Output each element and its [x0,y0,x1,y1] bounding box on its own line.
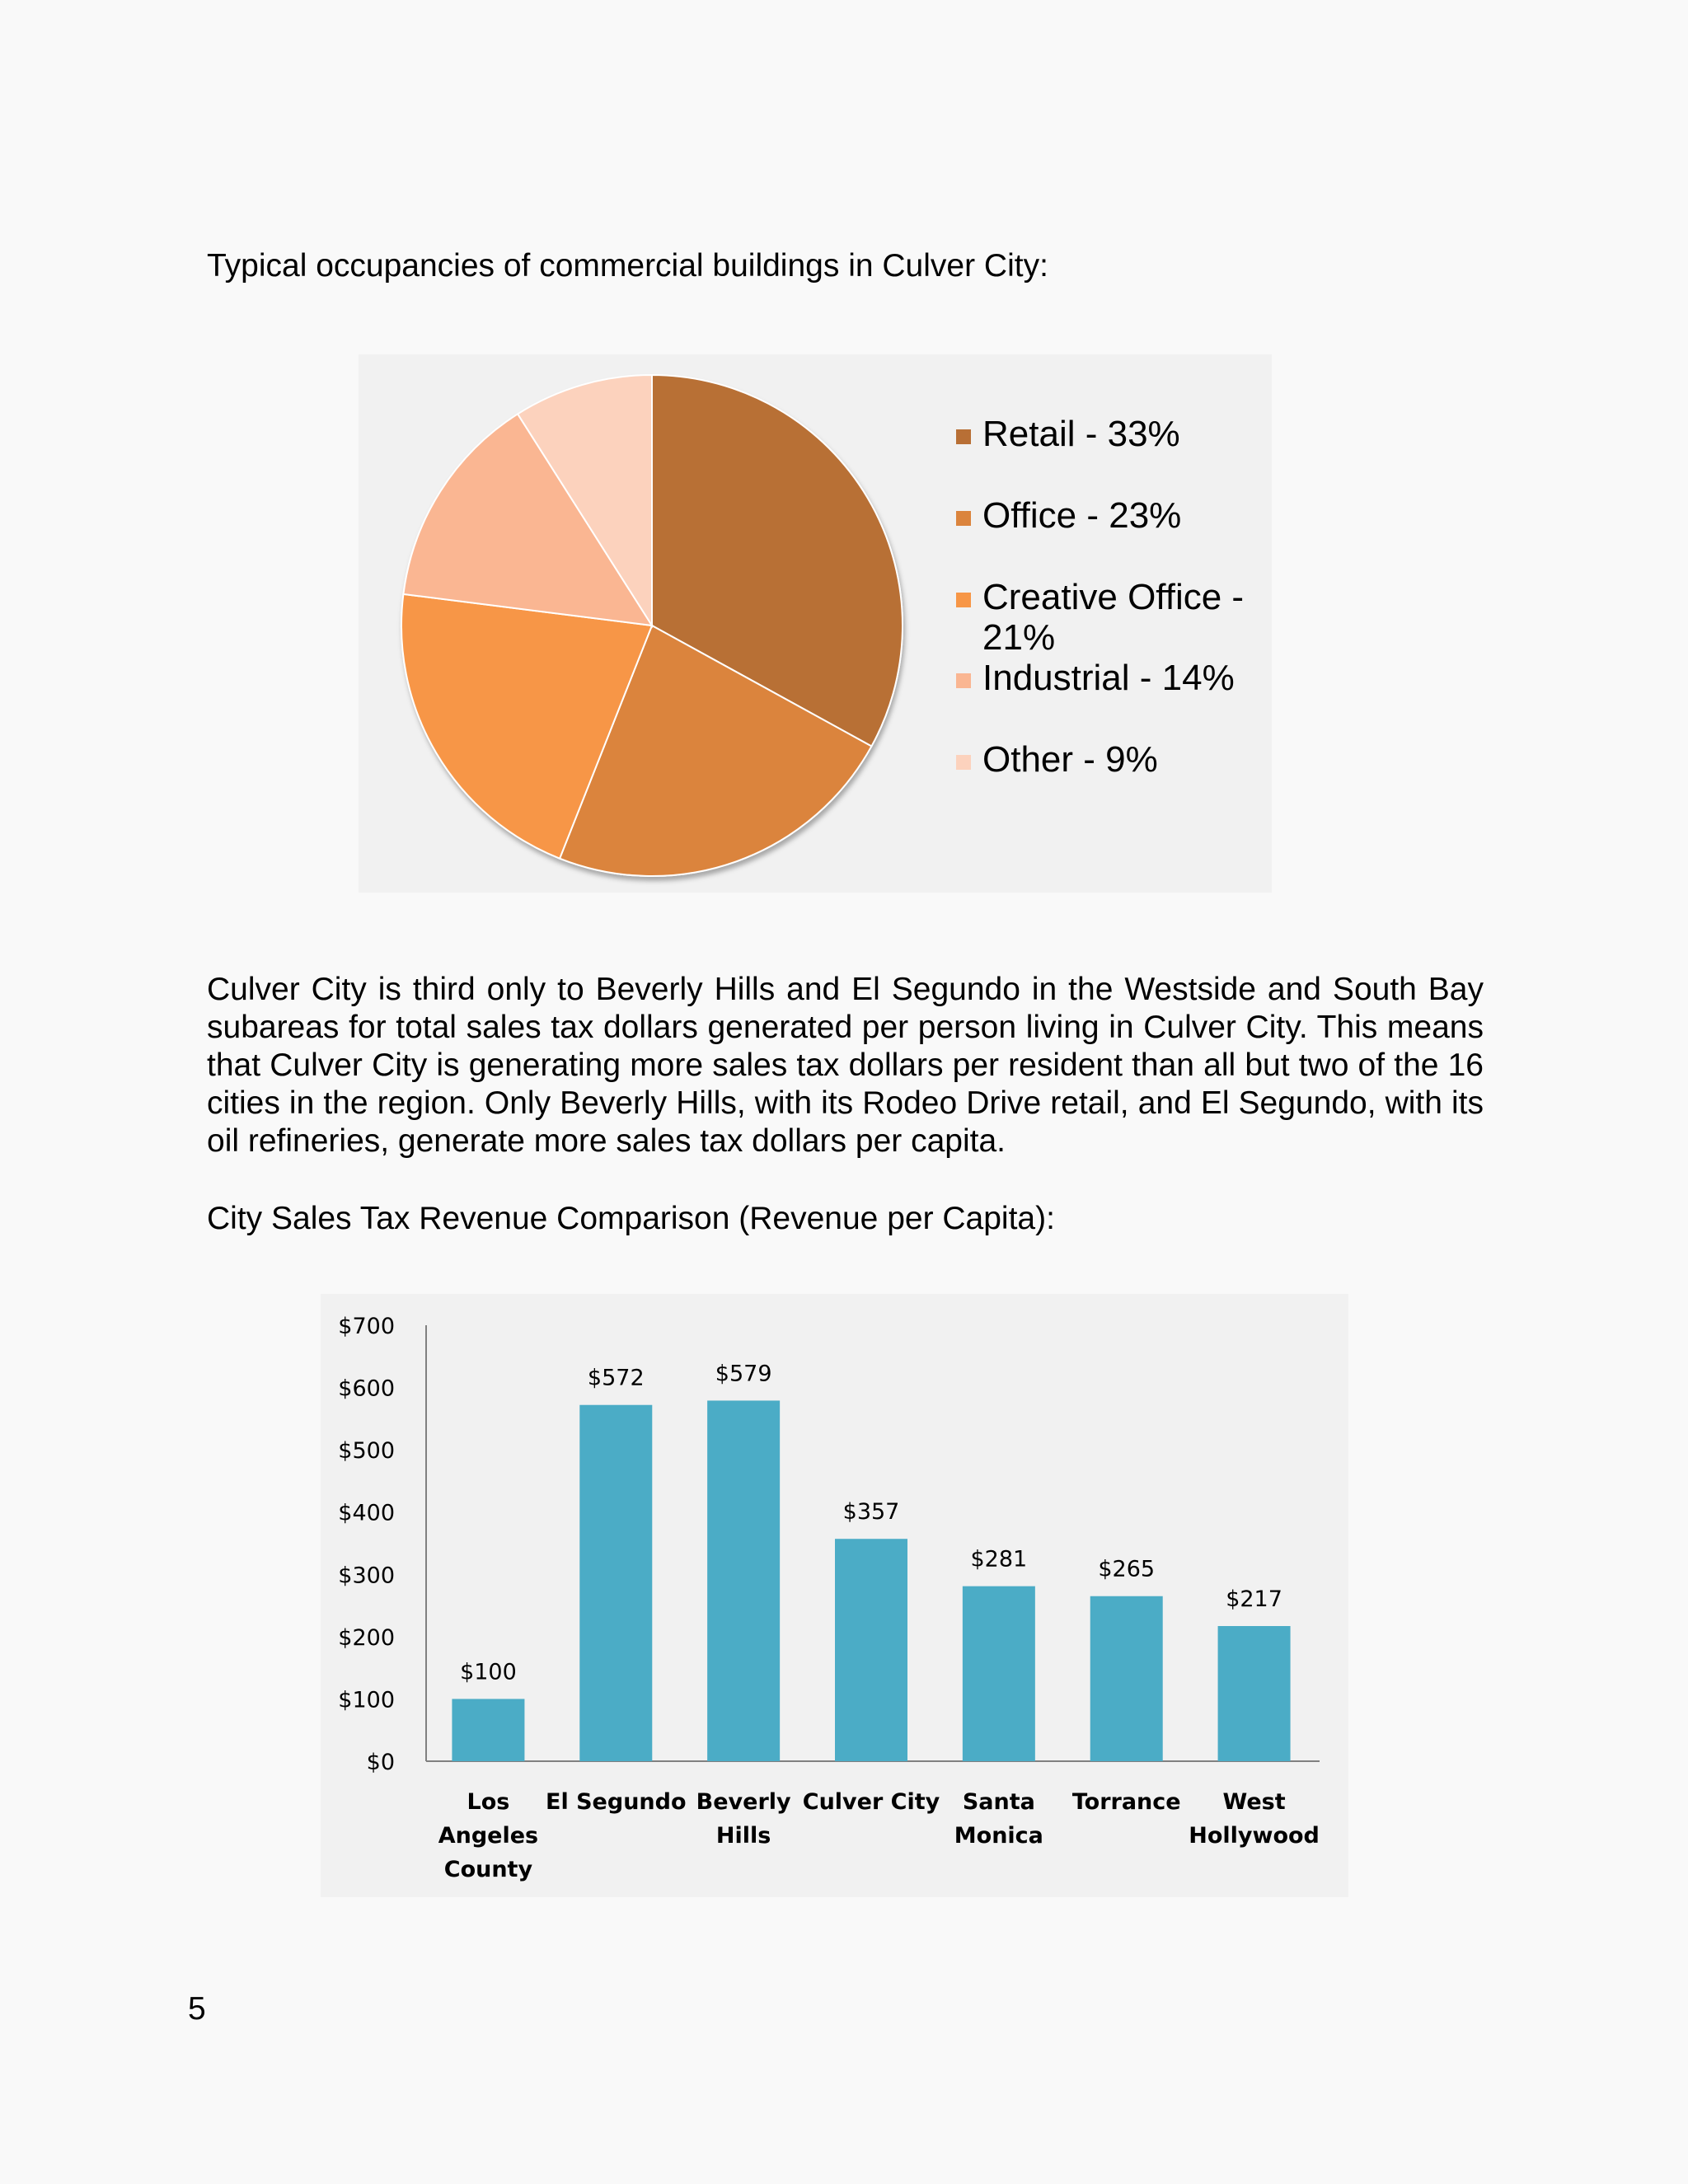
bar-section-heading: City Sales Tax Revenue Comparison (Revenue per Capita): [207,1201,1055,1236]
bar-1 [579,1405,652,1761]
data-label: $217 [1226,1586,1282,1613]
pie-legend [956,414,1278,780]
legend-swatch [956,673,971,688]
bar-6 [1218,1626,1291,1761]
y-tick-label: $0 [366,1750,395,1775]
legend-swatch [956,593,971,607]
x-tick-label: Hollywood [1189,1823,1320,1849]
data-label: $357 [842,1499,900,1526]
y-tick-label: $100 [338,1687,395,1713]
legend-item [956,577,1278,658]
occupancy-pie-chart [359,354,1272,893]
bar-4 [963,1586,1035,1761]
legend-item [956,658,1278,698]
x-tick-label: Angeles [438,1823,539,1849]
legend-label: Industrial - 14% [982,658,1235,698]
page-number: 5 [188,1991,206,2027]
legend-swatch [956,511,971,526]
y-tick-label: $300 [338,1563,395,1589]
x-tick-label: Torrance [1071,1789,1181,1815]
body-paragraph: Culver City is third only to Beverly Hills and El Segundo in the Westside and South Bay subareas for total sales tax dollars generated per person living in Culver City. This means that Culver City is generating more sales tax dollars per resident than all but two of the 16 cities in the region. Only Beverly Hills, with its Rodeo Drive retail, and El Segundo, with its oil refineries, generate more sales tax dollars per capita. [207,972,1484,1159]
x-tick-label: El Segundo [546,1789,687,1815]
y-tick-label: $500 [338,1438,395,1465]
bar-2 [707,1400,780,1761]
legend-label: Creative Office - 21% [982,577,1245,658]
legend-item [956,739,1278,780]
legend-label: Office - 23% [982,495,1182,536]
x-tick-label: County [443,1857,533,1882]
data-label: $265 [1098,1556,1156,1582]
x-tick-label: Los [467,1789,510,1815]
y-tick-label: $200 [338,1624,395,1651]
x-tick-label: Culver City [802,1789,940,1815]
bar-5 [1090,1596,1163,1761]
legend-item [956,414,1278,454]
bar-3 [835,1539,907,1761]
data-label: $100 [460,1659,517,1685]
x-tick-label: Beverly [696,1789,791,1815]
legend-label: Other - 9% [982,739,1158,780]
legend-label: Retail - 33% [982,414,1180,454]
data-label: $281 [970,1546,1028,1572]
legend-item [956,495,1278,536]
data-label: $579 [715,1361,772,1387]
x-tick-label: Hills [715,1823,771,1849]
x-tick-label: Monica [954,1823,1043,1849]
sales-tax-bar-chart [321,1294,1348,1897]
x-tick-label: West [1222,1789,1286,1815]
pie-section-heading: Typical occupancies of commercial buildings in Culver City: [207,248,1048,284]
legend-swatch [956,429,971,444]
y-tick-label: $600 [338,1376,395,1402]
data-label: $572 [587,1365,645,1391]
bar-0 [452,1699,524,1761]
x-tick-label: Santa [962,1789,1035,1815]
legend-swatch [956,755,971,770]
y-tick-label: $400 [338,1500,395,1526]
y-tick-label: $700 [338,1314,395,1339]
